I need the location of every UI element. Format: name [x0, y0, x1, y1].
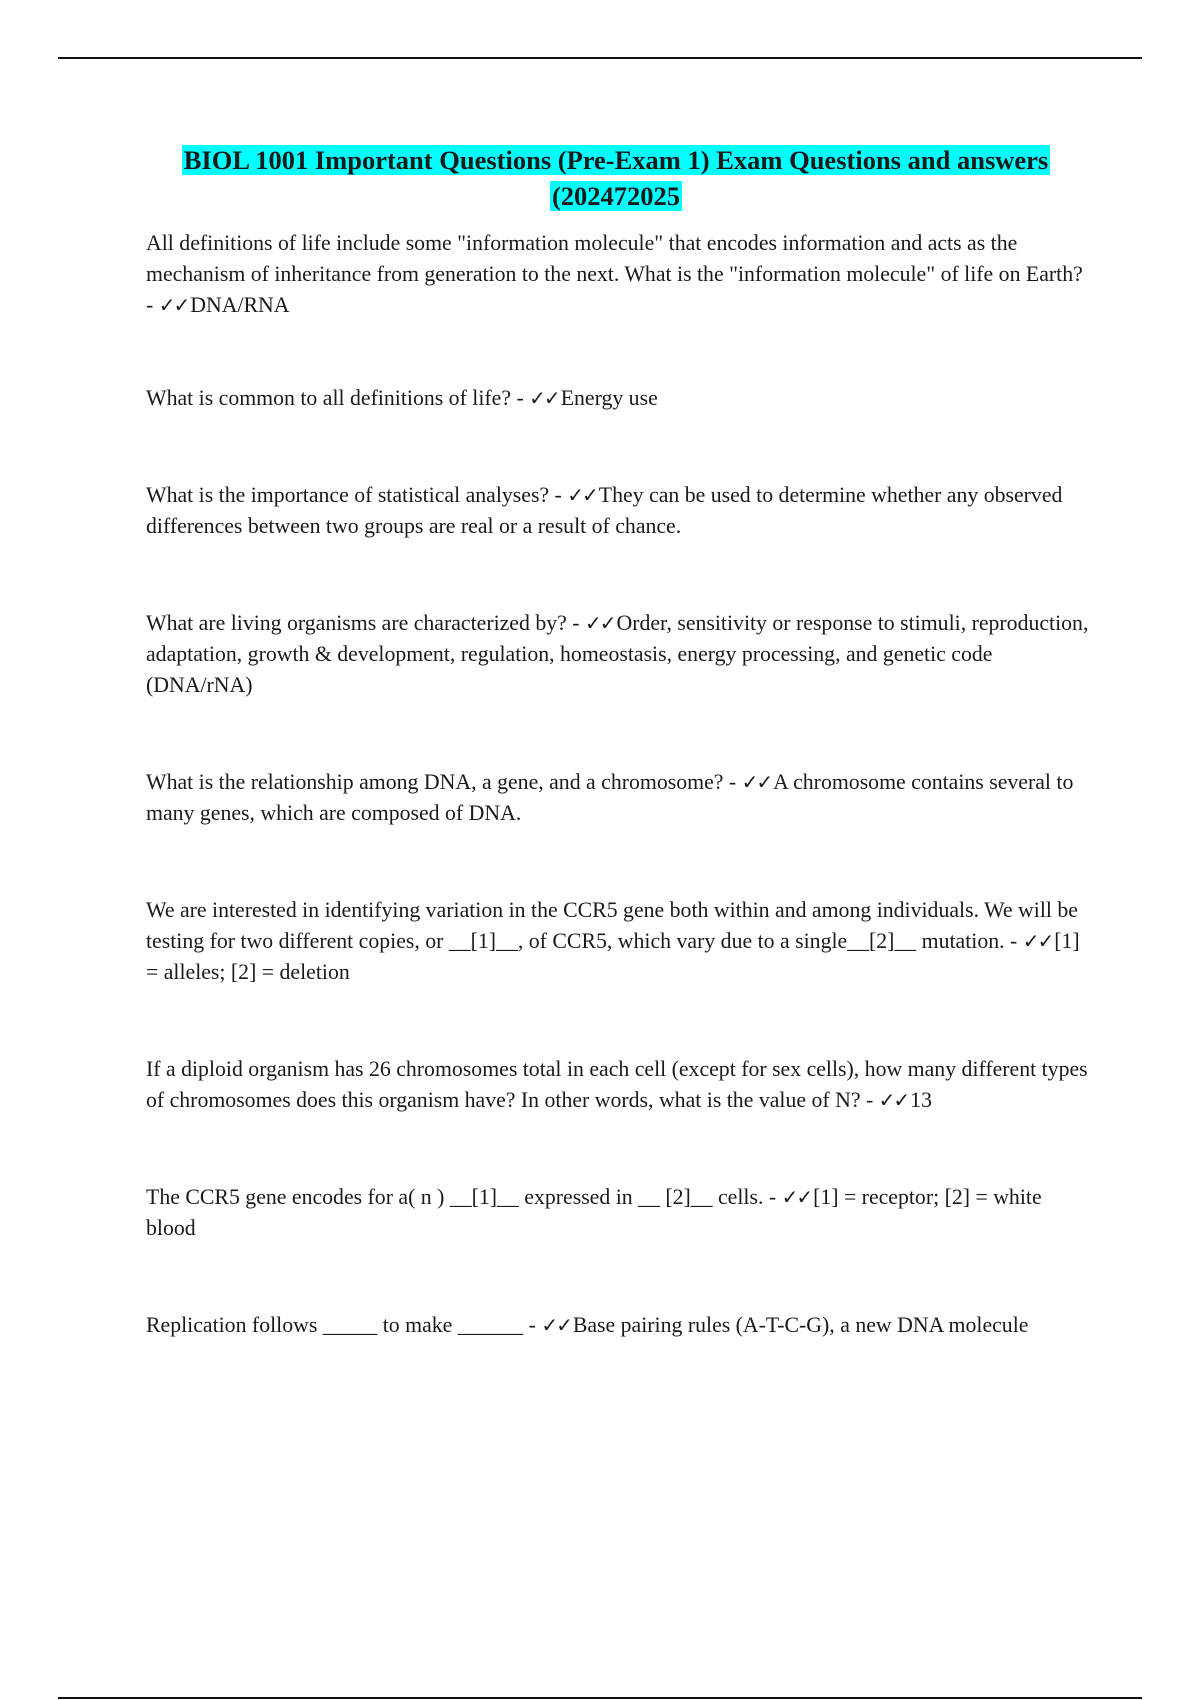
answer-text: DNA/RNA: [190, 293, 290, 317]
qa-item: [146, 895, 1091, 988]
answer-text: Order, sensitivity or response to stimuli, reproduction, adaptation, growth & development, regulation, homeostasis, energy processing, and genetic code (DNA/rNA): [146, 611, 1089, 697]
qa-item: [146, 608, 1091, 701]
answer-text: They can be used to determine whether any observed differences between two groups are real or a result of chance.: [146, 483, 1063, 538]
question-text: Replication follows _____ to make ______ -: [146, 1313, 542, 1337]
title-line-1: BIOL 1001 Important Questions (Pre-Exam 1) Exam Questions and answers: [183, 145, 1049, 175]
question-text: All definitions of life include some "information molecule" that encodes information and acts as the mechanism of inheritance from generation to the next. What is the "information molecule" of life on Earth? -: [146, 231, 1083, 317]
qa-item: [146, 383, 1091, 414]
qa-item: [146, 480, 1091, 542]
document-title: [146, 142, 1086, 214]
qa-item: [146, 1182, 1091, 1244]
footer-rule: [58, 1697, 1142, 1699]
header-rule: [58, 57, 1142, 59]
check-icon: ✓✓: [158, 293, 189, 317]
qa-item: [146, 1054, 1091, 1116]
title-line-2: (202472025: [551, 181, 681, 211]
check-icon: ✓✓: [567, 483, 597, 507]
check-icon: ✓✓: [1022, 929, 1053, 953]
check-icon: ✓✓: [529, 386, 559, 410]
question-text: What is the relationship among DNA, a gene, and a chromosome? -: [146, 770, 742, 794]
check-icon: ✓✓: [584, 611, 615, 635]
qa-item: [146, 1310, 1091, 1341]
question-text: If a diploid organism has 26 chromosomes total in each cell (except for sex cells), how many different types of chromosomes does this organism have? In other words, what is the value of N? -: [146, 1057, 1088, 1112]
qa-item: [146, 228, 1091, 321]
qa-list: [146, 228, 1091, 1341]
check-icon: ✓✓: [741, 770, 772, 794]
answer-text: A chromosome contains several to many genes, which are composed of DNA.: [146, 770, 1074, 825]
answer-text: Base pairing rules (A-T-C-G), a new DNA molecule: [572, 1313, 1029, 1337]
check-icon: ✓✓: [878, 1088, 909, 1112]
question-text: The CCR5 gene encodes for a( n ) __[1]__ expressed in __ [2]__ cells. -: [146, 1185, 782, 1209]
question-text: What is common to all definitions of life? -: [146, 386, 530, 410]
check-icon: ✓✓: [781, 1185, 812, 1209]
check-icon: ✓✓: [541, 1313, 571, 1337]
answer-text: Energy use: [560, 386, 658, 410]
question-text: What are living organisms are characterized by? -: [146, 611, 585, 635]
answer-text: [1] = receptor; [2] = white blood: [146, 1185, 1042, 1240]
qa-item: [146, 767, 1091, 829]
answer-text: 13: [910, 1088, 932, 1112]
question-text: We are interested in identifying variation in the CCR5 gene both within and among individuals. We will be testing for two different copies, or __[1]__, of CCR5, which vary due to a single__[2]__ mutation. -: [146, 898, 1078, 953]
question-text: What is the importance of statistical analyses? -: [146, 483, 568, 507]
answer-text: [1] = alleles; [2] = deletion: [146, 929, 1080, 984]
